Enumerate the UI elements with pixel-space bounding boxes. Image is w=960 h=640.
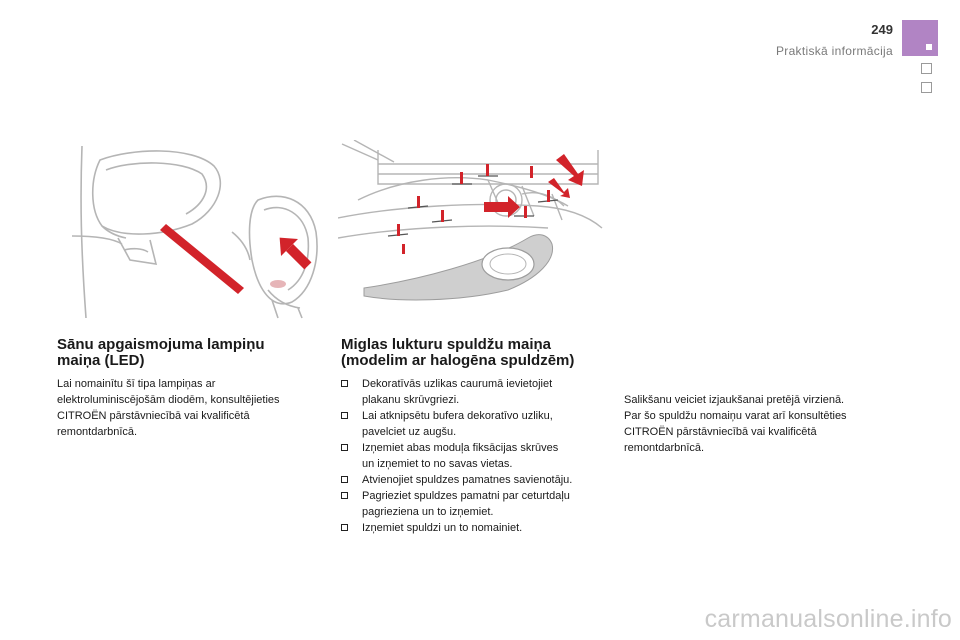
led-body-line-4: remontdarbnīcā.: [57, 426, 138, 438]
step-3-line-2: un izņemiet to no savas vietas.: [362, 458, 513, 470]
chapter-tab-empty-box-2[interactable]: [921, 82, 932, 93]
step-4-line-1: Atvienojiet spuldzes pamatnes savienotāju.: [362, 474, 573, 486]
step-1-line-2: plakanu skrūvgriezi.: [362, 394, 460, 406]
led-heading-line-2: maiņa (LED): [57, 352, 145, 369]
fog-lamp-section-heading: [341, 337, 574, 369]
step-item: [341, 520, 611, 536]
reassembly-note: [624, 392, 847, 456]
step-item: [341, 376, 611, 408]
step-5-line-2: pagrieziena un to izņemiet.: [362, 506, 494, 518]
led-body-line-3: CITROËN pārstāvniecībā vai kvalificētā: [57, 410, 250, 422]
step-5-line-1: Pagrieziet spuldzes pamatni par ceturtdaļu: [362, 490, 570, 502]
checkbox-bullet-icon: [341, 412, 348, 419]
chapter-tab[interactable]: [902, 20, 938, 56]
page-number: 249: [871, 22, 893, 37]
checkbox-bullet-icon: [341, 444, 348, 451]
fog-lamp-bumper-illustration: [338, 140, 604, 302]
note-line-3: CITROËN pārstāvniecībā vai kvalificētā: [624, 426, 817, 438]
side-mirror-led-illustration: [72, 140, 322, 320]
step-item: [341, 472, 611, 488]
step-1-line-1: Dekoratīvās uzlikas caurumā ievietojiet: [362, 378, 553, 390]
fog-lamp-steps-list: [341, 376, 611, 536]
fog-heading-line-1: Miglas lukturu spuldžu maiņa: [341, 336, 552, 353]
checkbox-bullet-icon: [341, 380, 348, 387]
step-2-line-2: pavelciet uz augšu.: [362, 426, 457, 438]
step-2-line-1: Lai atknipsētu bufera dekoratīvo uzliku,: [362, 410, 553, 422]
led-section-body: [57, 376, 280, 440]
led-section-heading: [57, 337, 265, 369]
step-item: [341, 440, 611, 472]
checkbox-bullet-icon: [341, 524, 348, 531]
step-item: [341, 488, 611, 520]
note-line-1: Salikšanu veiciet izjaukšanai pretējā virzienā.: [624, 394, 845, 406]
tab-marker-icon: [926, 44, 932, 50]
checkbox-bullet-icon: [341, 492, 348, 499]
led-body-line-2: elektroluminiscējošām diodēm, konsultējieties: [57, 394, 280, 406]
led-body-line-1: Lai nomainītu šī tipa lampiņas ar: [57, 378, 216, 390]
step-6-line-1: Izņemiet spuldzi un to nomainiet.: [362, 522, 523, 534]
chapter-tab-empty-box-1[interactable]: [921, 63, 932, 74]
note-line-2: Par šo spuldžu nomaiņu varat arī konsultēties: [624, 410, 847, 422]
fog-heading-line-2: (modelim ar halogēna spuldzēm): [341, 352, 575, 369]
watermark-text: carmanualsonline.info: [704, 605, 952, 633]
section-title: Praktiskā informācija: [775, 44, 893, 58]
note-line-4: remontdarbnīcā.: [624, 442, 705, 454]
step-item: [341, 408, 611, 440]
step-3-line-1: Izņemiet abas moduļa fiksācijas skrūves: [362, 442, 559, 454]
checkbox-bullet-icon: [341, 476, 348, 483]
led-heading-line-1: Sānu apgaismojuma lampiņu: [57, 336, 265, 353]
